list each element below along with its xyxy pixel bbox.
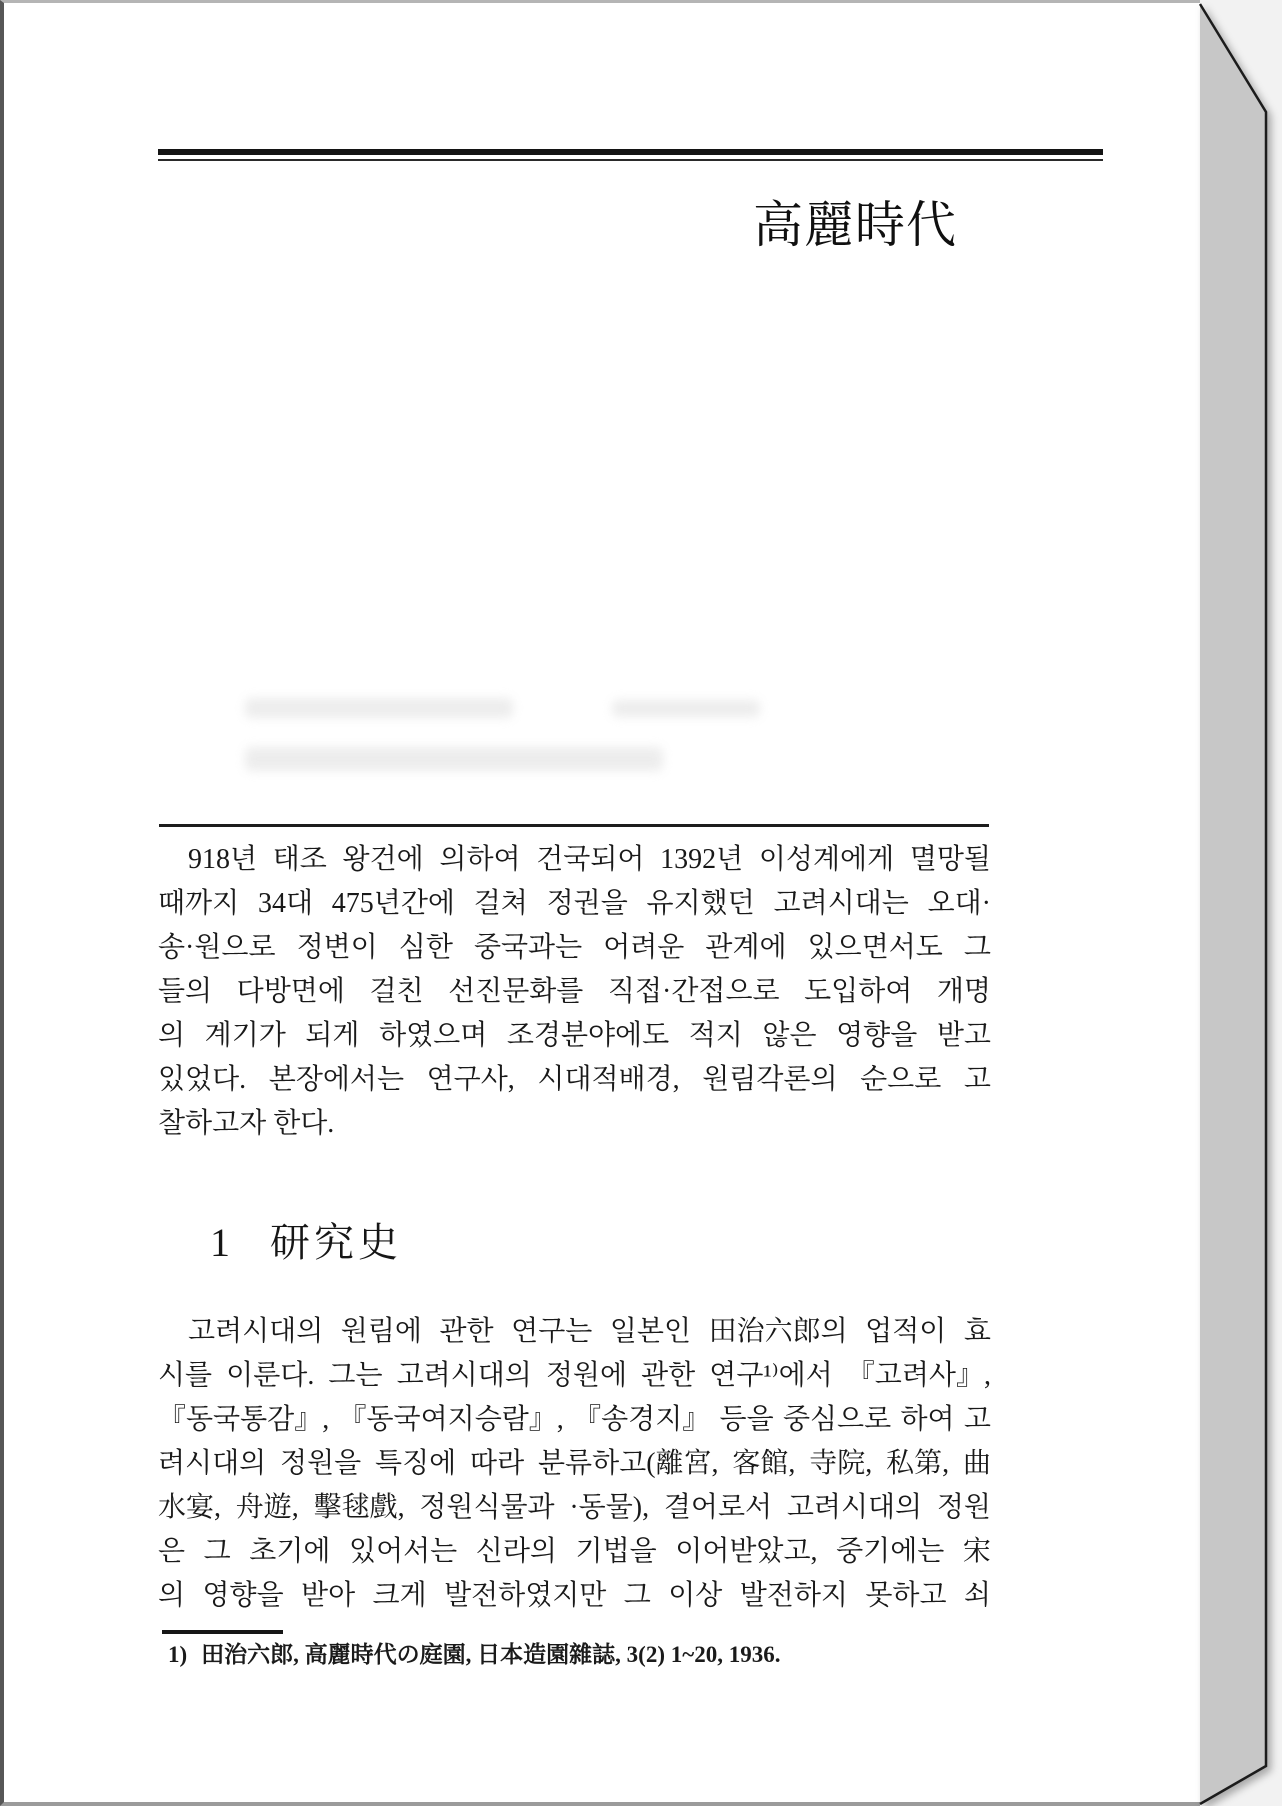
footnote: [168, 1638, 988, 1672]
text-line: 은 그 초기에 있어서는 신라의 기법을 이어받았고, 중기에는 宋: [158, 1536, 991, 1567]
header-rule-thick: [158, 149, 1103, 155]
text-line: 의 계기가 되게 하였으며 조경분야에도 적지 않은 영향을 받고: [158, 1020, 991, 1051]
text-line: 고려시대의 원림에 관한 연구는 일본인 田治六郎의 업적이 효: [188, 1316, 991, 1347]
chapter-title: 高麗時代: [753, 197, 957, 253]
text-line: 水宴, 舟遊, 擊毬戲, 정원식물과 ·동물), 결어로서 고려시대의 정원: [158, 1492, 991, 1523]
text-line: 『동국통감』, 『동국여지승람』, 『송경지』 등을 중심으로 하여 고: [158, 1404, 991, 1435]
bleed-through-smudge: [612, 700, 760, 717]
text-line: 찰하고자 한다.: [158, 1108, 335, 1139]
intro-paragraph: [158, 838, 991, 1146]
text-line: 송·원으로 정변이 심한 중국과는 어려운 관계에 있으면서도 그: [158, 932, 991, 963]
text-line: 918년 태조 왕건에 의하여 건국되어 1392년 이성계에게 멸망될: [188, 844, 991, 875]
text-line: 들의 다방면에 걸친 선진문화를 직접·간접으로 도입하여 개명: [158, 976, 991, 1007]
section-paragraph: [158, 1310, 991, 1618]
section-heading: [210, 1218, 402, 1268]
text-line: 려시대의 정원을 특징에 따라 분류하고(離宮, 客館, 寺院, 私第, 曲: [158, 1448, 991, 1479]
footnote-rule: [162, 1630, 283, 1634]
text-line: 때까지 34대 475년간에 걸쳐 정권을 유지했던 고려시대는 오대·: [158, 888, 991, 919]
section-number: 1: [210, 1220, 230, 1265]
bleed-through-smudge: [245, 747, 663, 771]
book-edge-outline: [1200, 4, 1266, 1804]
footnote-marker: 1): [168, 1642, 188, 1667]
footnote-text: 田治六郎, 高麗時代の庭園, 日本造園雜誌, 3(2) 1~20, 1936.: [201, 1642, 781, 1667]
bleed-through-smudge: [245, 698, 513, 718]
header-rule-thin: [158, 159, 1103, 161]
text-line: 시를 이룬다. 그는 고려시대의 정원에 관한 연구¹⁾에서 『고려사』,: [158, 1360, 991, 1391]
text-line: 있었다. 본장에서는 연구사, 시대적배경, 원림각론의 순으로 고: [158, 1064, 991, 1095]
text-line: 의 영향을 받아 크게 발전하였지만 그 이상 발전하지 못하고 쇠: [158, 1580, 991, 1611]
book-edge-face: [1200, 4, 1266, 1804]
intro-paragraph-rule: [159, 824, 989, 827]
section-title: 研究史: [270, 1220, 402, 1265]
